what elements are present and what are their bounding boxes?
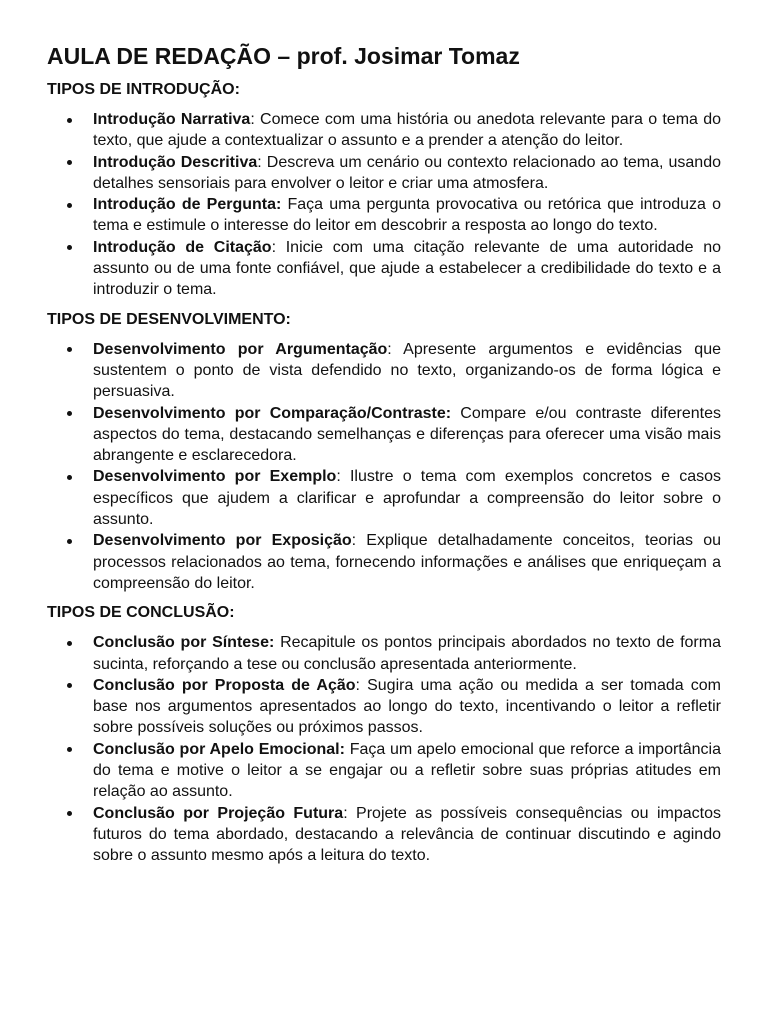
item-description: : Explique detalhadamente conceitos, teorias ou processos relacionados ao tema, fornecendo informações e análises que enriqueçam a compreensão do leitor. <box>93 532 721 592</box>
item-term: Desenvolvimento por Exemplo <box>93 468 337 486</box>
section-desenvolvimento <box>47 310 721 595</box>
section-heading: TIPOS DE DESENVOLVIMENTO: <box>47 310 291 328</box>
item-description: Faça uma pergunta provocativa ou retórica que introduza o tema e estimule o interesse do leitor em descobrir a resposta ao longo do texto. <box>93 196 721 235</box>
item-term: Desenvolvimento por Argumentação <box>93 340 388 358</box>
item-description: Compare e/ou contraste diferentes aspectos do tema, destacando semelhanças e diferenças para oferecer uma visão mais abrangente e esclarecedora. <box>93 404 721 465</box>
list-item <box>47 675 721 739</box>
item-term: Desenvolvimento por Comparação/Contraste: <box>93 404 452 422</box>
list-item <box>47 739 721 803</box>
item-term: Conclusão por Síntese: <box>93 634 275 652</box>
item-description: : Descreva um cenário ou contexto relacionado ao tema, usando detalhes sensoriais para envolver o leitor e criar uma atmosfera. <box>93 153 722 192</box>
item-term: Introdução Narrativa <box>93 111 251 128</box>
section-introducao <box>47 80 721 301</box>
list-item <box>47 803 721 867</box>
item-description: : Ilustre o tema com exemplos concretos e casos específicos que ajudem a clarificar e aprofundar a compreensão do leitor sobre o assunto. <box>93 468 721 529</box>
item-description: Recapitule os pontos principais abordados no texto de forma sucinta, reforçando a tese ou conclusão apresentada anteriormente. <box>93 634 721 673</box>
list-item <box>47 403 721 467</box>
section-heading: TIPOS DE INTRODUÇÃO: <box>47 81 240 98</box>
list-item <box>47 466 721 530</box>
list-item <box>47 339 721 403</box>
list-item <box>47 152 721 195</box>
document-title: AULA DE REDAÇÃO – prof. Josimar Tomaz <box>47 43 520 69</box>
list-item <box>47 109 721 152</box>
item-description: Faça um apelo emocional que reforce a importância do tema e motive o leitor a se engajar ou a refletir sobre suas próprias atitudes em relação ao assunto. <box>93 740 722 801</box>
item-description: : Apresente argumentos e evidências que sustentem o ponto de vista defendido no texto, organizando-os de forma lógica e persuasiva. <box>93 340 721 401</box>
item-term: Introdução Descritiva <box>93 153 258 171</box>
section-heading: TIPOS DE CONCLUSÃO: <box>47 604 235 622</box>
item-term: Introdução de Citação <box>93 238 272 256</box>
list-item <box>47 632 721 675</box>
list-item <box>47 194 721 237</box>
item-term: Introdução de Pergunta: <box>93 196 282 214</box>
bullet-list <box>47 339 721 595</box>
section-conclusao <box>47 603 721 866</box>
bullet-list <box>47 632 721 866</box>
list-item <box>47 237 721 301</box>
item-description: : Comece com uma história ou anedota relevante para o tema do texto, que ajude a contextualizar o assunto e a prender a atenção do leitor. <box>93 111 722 150</box>
item-term: Conclusão por Projeção Futura <box>93 804 344 822</box>
item-term: Desenvolvimento por Exposição <box>93 532 352 550</box>
list-item <box>47 530 721 594</box>
item-term: Conclusão por Apelo Emocional: <box>93 740 345 758</box>
item-description: : Projete as possíveis consequências ou impactos futuros do tema abordado, destacando a relevância de continuar discutindo e agindo sobre o assunto mesmo após a leitura do texto. <box>93 804 721 865</box>
item-description: : Sugira uma ação ou medida a ser tomada com base nos argumentos apresentados ao longo do texto, incentivando o leitor a refletir sobre possíveis soluções ou próximos passos. <box>93 676 722 737</box>
item-term: Conclusão por Proposta de Ação <box>93 676 356 694</box>
bullet-list <box>47 109 721 301</box>
item-description: : Inicie com uma citação relevante de uma autoridade no assunto ou de uma fonte confiável, que ajude a estabelecer a credibilidade do texto e a introduzir o tema. <box>93 238 721 299</box>
